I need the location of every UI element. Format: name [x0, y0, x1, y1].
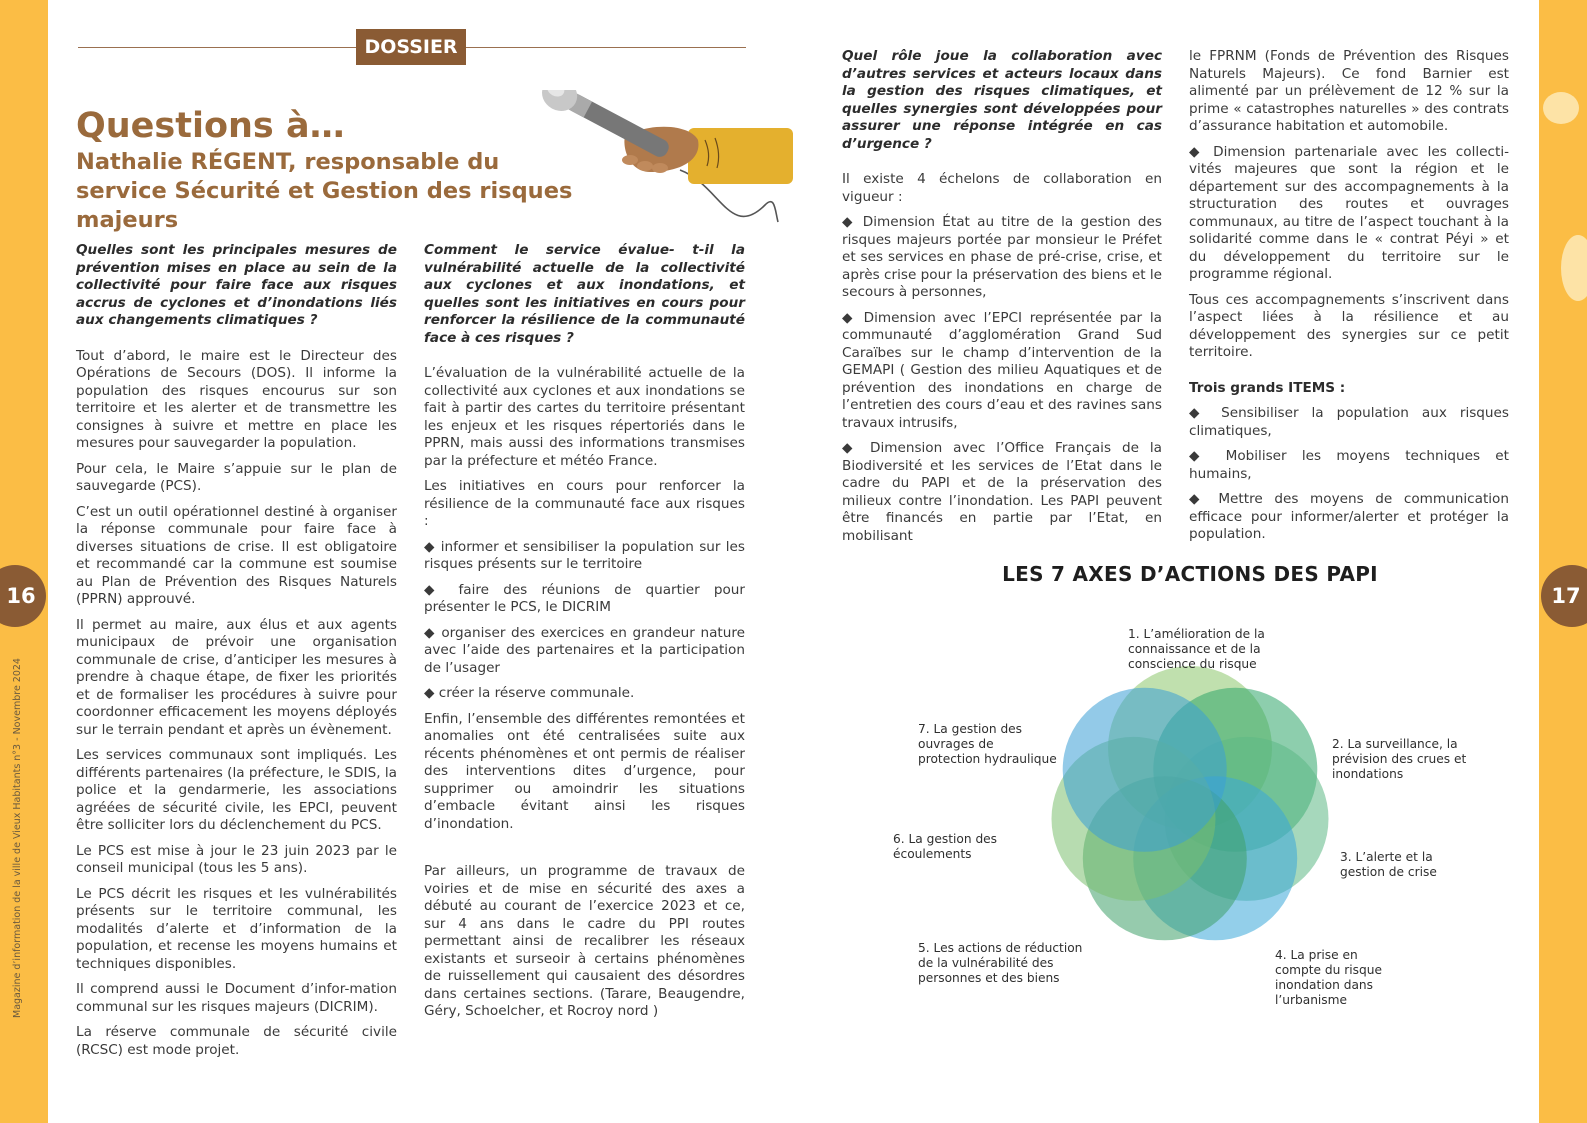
- page-title: Questions à…: [76, 106, 345, 146]
- paragraph: ◆ Sensibiliser la population aux risques climatiques,: [1189, 405, 1509, 439]
- papi-axis-1: 1. L’amélioration de la connaissance et de la conscience du risque: [1128, 627, 1265, 671]
- papi-diagram-title: LES 7 AXES D’ACTIONS DES PAPI: [1002, 562, 1378, 586]
- interview-question: Comment le service évalue- t-il la vulnérabilité actuelle de la collectivité aux cyclones et aux inondations, et quelles sont les initiatives en cours pour renforcer la résilience de la communauté face à ces risques ?: [424, 242, 745, 346]
- paragraph: ◆ organiser des exercices en grandeur nature avec l’aide des partenaires et la participation de l’usager: [424, 624, 745, 676]
- column-1: [76, 242, 397, 1067]
- paragraph: Le PCS décrit les risques et les vulnérabilités présents sur le territoire communal, les modalités d’alerte et d’information de la population, et recense les moyens humains et techniques disponibles.: [76, 885, 397, 972]
- paragraph: Par ailleurs, un programme de travaux de voiries et de mise en sécurité des axes a débuté au courant de l’exercice 2023 et ce, sur 4 ans dans le cadre du PPI routes permettant ainsi de recalibrer les réseaux existants et surseoir à certains phénomènes de ruissellement qui causaient des désordres dans certaines sections. (Tarare, Beaugendre, Géry, Schoelcher, et Rocroy nord ): [424, 863, 745, 1019]
- paragraph: La réserve communale de sécurité civile (RCSC) est mode projet.: [76, 1024, 397, 1058]
- left-margin-bar: [0, 0, 48, 1123]
- page-number-right: 17: [1541, 565, 1587, 627]
- column-4: [1189, 48, 1509, 552]
- paragraph: Pour cela, le Maire s’appuie sur le plan de sauvegarde (PCS).: [76, 460, 397, 494]
- interview-question: Quelles sont les principales mesures de prévention mises en place au sein de la collectivité pour faire face aux risques accrus de cyclones et d’inondations liés aux changements climatiques ?: [76, 242, 397, 328]
- paragraph: ◆ Dimension État au titre de la gestion des risques majeurs portée par monsieur le Préfet et ses services en phase de pré-crise, crise, et après crise pour la préservation des biens et le secours à personnes,: [842, 214, 1162, 300]
- right-margin-bar: [1539, 0, 1587, 1123]
- page-subtitle: Nathalie RÉGENT, responsable du service Sécurité et Gestion des risques majeurs: [76, 149, 573, 233]
- papi-petal-7: [1063, 688, 1227, 852]
- microphone-hand-illustration: [530, 90, 795, 235]
- papi-axis-3: 3. L’alerte et la gestion de crise: [1340, 850, 1437, 879]
- decorative-blob: [1561, 235, 1587, 301]
- interview-question: Quel rôle joue la collaboration avec d’autres services et acteurs locaux dans la gestion des risques climatiques, et quelles synergies sont développées pour assurer une réponse intégrée en cas d’urgence ?: [842, 48, 1162, 152]
- papi-axis-2: 2. La surveillance, la prévision des crues et inondations: [1332, 737, 1467, 781]
- paragraph: ◆ faire des réunions de quartier pour présenter le PCS, le DICRIM: [424, 581, 745, 615]
- paragraph: ◆ informer et sensibiliser la population sur les risques présents sur le territoire: [424, 538, 745, 572]
- magazine-caption: Magazine d’information de la ville de Vieux Habitants n°3 - Novembre 2024: [12, 658, 23, 1018]
- papi-axis-4: 4. La prise en compte du risque inondation dans l’urbanisme: [1275, 948, 1382, 1007]
- petals: [1052, 666, 1329, 940]
- paragraph: Tous ces accompagnements s’inscrivent dans l’aspect liées à la résilience et au développement des synergies sur ce petit territoire.: [1189, 291, 1509, 360]
- papi-axis-5: 5. Les actions de réduction de la vulnérabilité des personnes et des biens: [918, 941, 1083, 985]
- spacer: [424, 841, 745, 863]
- dossier-tag: DOSSIER: [356, 29, 466, 65]
- decorative-blob: [1543, 92, 1579, 124]
- paragraph: Il permet au maire, aux élus et aux agents municipaux de prévoir une organisation communale de crise, d’anticiper les mesures à prendre à chaque étape, de fixer les priorités et de formaliser les procédures à suivre pour coordonner efficacement les moyens déployés sur le terrain pendant et après un évènement.: [76, 616, 397, 738]
- paragraph: Tout d’abord, le maire est le Directeur des Opérations de Secours (DOS). Il informe la population des risques encourus sur son territoire et les alerter et de transmettre les consignes à suivre et mettre en place les mesures pour sauvegarder la population.: [76, 347, 397, 451]
- paragraph: Les initiatives en cours pour renforcer la résilience de la communauté face aux risques :: [424, 478, 745, 529]
- paragraph: L’évaluation de la vulnérabilité actuelle de la collectivité aux cyclones et aux inondations se fait à partir des cartes du territoire présentant les enjeux et les risques répertoriés dans le PPRN, mais aussi des informations transmises par la préfecture et météo France.: [424, 365, 745, 469]
- paragraph: le FPRNM (Fonds de Prévention des Risques Naturels Majeurs). Ce fond Barnier est alimenté par un prélèvement de 12 % sur la prime « catastrophes naturelles » des contrats d’assurance habitation et automobile.: [1189, 48, 1509, 134]
- paragraph: ◆ Dimension avec l’Office Français de la Biodiversité et les services de l’Etat dans le cadre du PAPI et de la préservation des milieux contre l’inondation. Les PAPI peuvent être financés en partie par l’Etat, en mobilisant: [842, 440, 1162, 544]
- paragraph: Enfin, l’ensemble des différentes remontées et anomalies ont été centralisées suite aux récents phénomènes et ont permis de réaliser des interventions dites d’urgence, pour supprimer ou amoindrir les situations d’embacle évitant ainsi les risques d’inondation.: [424, 710, 745, 832]
- papi-axis-7: 7. La gestion des ouvrages de protection hydraulique: [918, 722, 1057, 766]
- paragraph: ◆ Dimension avec l’EPCI représentée par la communauté d’agglomération Grand Sud Caraïbes sur le champ d’intervention de la GEMAPI ( Gestion des milieu Aquatiques et de prévention des inondations en charge de l’entretien des cours d’eau et des ravines sans travaux intrusifs,: [842, 309, 1162, 431]
- paragraph: Le PCS est mise à jour le 23 juin 2023 par le conseil municipal (tous les 5 ans).: [76, 842, 397, 876]
- paragraph: ◆ Mettre des moyens de communication efficace pour informer/alerter et protéger la population.: [1189, 491, 1509, 542]
- paragraph: Il comprend aussi le Document d’infor-mation communal sur les risques majeurs (DICRIM).: [76, 981, 397, 1015]
- page-number-left: 16: [0, 565, 46, 627]
- paragraph: Les services communaux sont impliqués. Les différents partenaires (la préfecture, le SDIS, la police et la gendarmerie, les associations agréées de sécurité civile, les EPCI, peuvent être solliciter lors du déclenchement du PCS.: [76, 747, 397, 833]
- column-3: [842, 48, 1162, 553]
- column-2: [424, 242, 745, 1029]
- paragraph: C’est un outil opérationnel destiné à organiser la réponse communale pour faire face à diverses situations de crise. Il est obligatoire et recommandé car la commune est soumise au Plan de Prévention des Risques Naturels (PPRN) approuvé.: [76, 503, 397, 607]
- paragraph: ◆ Dimension partenariale avec les collecti-vités majeures que sont la région et le département sur des accompagnements à la structuration des routes et ouvrages communaux, au titre de l’aspect touchant à la solidarité comme dans le « contrat Péyi » et du développement du territoire sur le programme régional.: [1189, 143, 1509, 282]
- papi-axis-6: 6. La gestion des écoulements: [893, 832, 998, 861]
- section-heading: Trois grands ITEMS :: [1189, 379, 1346, 396]
- paragraph: ◆ créer la réserve communale.: [424, 685, 635, 701]
- paragraph: ◆ Mobiliser les moyens techniques et humains,: [1189, 448, 1509, 482]
- paragraph: Il existe 4 échelons de collaboration en vigueur :: [842, 171, 1162, 205]
